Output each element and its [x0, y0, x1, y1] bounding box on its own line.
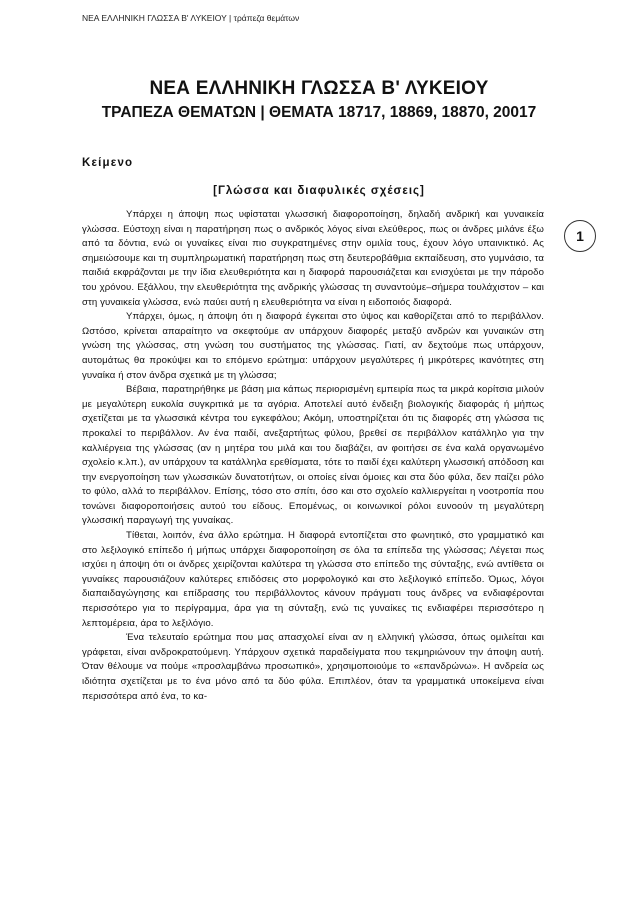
paragraph: Υπάρχει η άποψη πως υφίσταται γλωσσική διαφοροποίηση, δηλαδή ανδρική και γυναικεία γλώσσα. Εύστοχη είναι η παρατήρηση πως ο ανδρικός λόγος είναι ελεύθερος, πως οι άνδρες μιλάνε έξω από τα δόντια, ενώ οι γυναίκες είναι πιο συγκρατημένες στην ομιλία τους, έχουν λόγο υπαινικτικό. Ας σημειώσουμε και τη συμπληρωματική παρατήρηση πως στη δευτεροβάθμια εκπαίδευση, στο γυμνάσιο, τα παιδιά εκφράζονται με την ίδια ελευθεριότητα και η διαφορά παρουσιάζεται και ενισχύεται με την πάροδο του χρόνου. Εξάλλου, την ελευθεριότητα της ανδρικής γλώσσας τη συναντούμε–σήμερα τουλάχιστον – και στη γυναικεία γλώσσα, ενώ παύει αυτή η ελευθεριότητα να είναι η ειδοποιός διαφορά. — [82, 209, 544, 308]
paragraph: Ένα τελευταίο ερώτημα που μας απασχολεί είναι αν η ελληνική γλώσσα, όπως ομιλείται και γράφεται, είναι ανδροκρατούμενη. Υπάρχουν σχετικά παραδείγματα που τεκμηριώνουν την άποψη αυτή. Όταν θέλουμε να πούμε «προσλαμβάνω προσωπικό», χρησιμοποιούμε το «επανδρώνω». Η ανδρεία ως ιδιότητα σχετίζεται με το ένα μόνο από τα δύο φύλα. Επιπλέον, όταν τα γραμματικά υποκείμενα είναι περισσότερα από ένα, το κα- — [82, 632, 544, 702]
page-number-badge — [564, 220, 596, 252]
running-header: ΝΕΑ ΕΛΛΗΝΙΚΗ ΓΛΩΣΣΑ Β' ΛΥΚΕΙΟΥ | τράπεζα θεμάτων — [82, 13, 300, 23]
document-subtitle: ΤΡΑΠΕΖΑ ΘΕΜΑΤΩΝ | ΘΕΜΑΤΑ 18717, 18869, 18870, 20017 — [101, 104, 537, 121]
section-label: Κείμενο — [82, 157, 134, 169]
title-block — [0, 78, 638, 122]
paragraph: Τίθεται, λοιπόν, ένα άλλο ερώτημα. Η διαφορά εντοπίζεται στο φωνητικό, στο γραμματικό και στο λεξιλογικό επίπεδο ή μήπως υπάρχει διαφοροποίηση σε όλα τα επίπεδα της γλώσσας; Λέγεται πως ισχύει η άποψη ότι οι άνδρες χειρίζονται καλύτερα τη γλώσσα στο επίπεδο της σύνταξης, ενώ αντίθετα οι γυναίκες παρουσιάζουν καλύτερες επιδόσεις στο μορφολογικό και στο λεξιλογικό επίπεδο. Όμως, λόγοι διαπαιδαγώγησης και επίδρασης του περιβάλλοντος κάνουν πράγματι τους άνδρες να ενδιαφέρονται περισσότερο για το περίγραμμα, άρα για τη σύνταξη, ενώ τις γυναίκες τις ενδιαφέρει περισσότερο η λεπτομέρεια, άρα το λεξιλόγιο. — [82, 530, 544, 629]
document-title: ΝΕΑ ΕΛΛΗΝΙΚΗ ΓΛΩΣΣΑ Β' ΛΥΚΕΙΟΥ — [149, 78, 489, 99]
body-text — [82, 208, 544, 704]
text-title: [Γλώσσα και διαφυλικές σχέσεις] — [213, 185, 425, 197]
page-number: 1 — [576, 228, 584, 244]
paragraph: Βέβαια, παρατηρήθηκε με βάση μια κάπως περιορισμένη εμπειρία πως τα μικρά κορίτσια μιλούν με μεγαλύτερη ευκολία συγκριτικά με τα αγόρια. Αποτελεί αυτό ένδειξη βιολογικής διαφοράς ή μήπως σχετίζεται με τα γλωσσικά κέντρα του εγκεφάλου; Ακόμη, υποστηρίζεται ότι τις διαφορές στη γλώσσα τις προκαλεί το περιβάλλον. Αν ένα παιδί, ανεξαρτήτως φύλου, βρεθεί σε περιβάλλον κατάλληλο για την καλλιέργεια της γλώσσας (αν η μητέρα του μιλά και του διαβάζει, αν φοιτήσει σε ένα καλά οργανωμένο σχολείο κ.λπ.), αν υπάρχουν τα κατάλληλα ερεθίσματα, τότε το παιδί έχει καλύτερη γλωσσική απόδοση και την ενεργοποίηση των γλωσσικών δυνατοτήτων, οι οποίες είναι όμοιες και στα δύο φύλα, δεν παίζει ρόλο το φύλο, αλλά το περιβάλλον. Επίσης, τόσο στο σπίτι, όσο και στο σχολείο καλλιεργείται η νοοτροπία που τονώνει διαφοροποιήσεις αυτού του είδους. Επομένως, οι κοινωνικοί ρόλοι ευνοούν τη μεγαλύτερη γλωσσική παραγωγή της γυναίκας. — [82, 384, 544, 527]
paragraph: Υπάρχει, όμως, η άποψη ότι η διαφορά έγκειται στο ύψος και καθορίζεται από το περιβάλλον. Ωστόσο, κρίνεται απαραίτητο να σκεφτούμε αν υπάρχουν διαφορές μεταξύ ανδρών και γυναικών στη γνώση της γλώσσας, στη γνώση του συστήματος της γλώσσας. Γιατί, αν δεχτούμε πως υπάρχουν, αυτομάτως θα προκύψει και το επόμενο ερώτημα: υπάρχουν μεγαλύτερες ή μικρότερες ικανότητες στη γυναίκα ή στον άνδρα σχετικά με τη γλώσσα; — [82, 311, 544, 381]
